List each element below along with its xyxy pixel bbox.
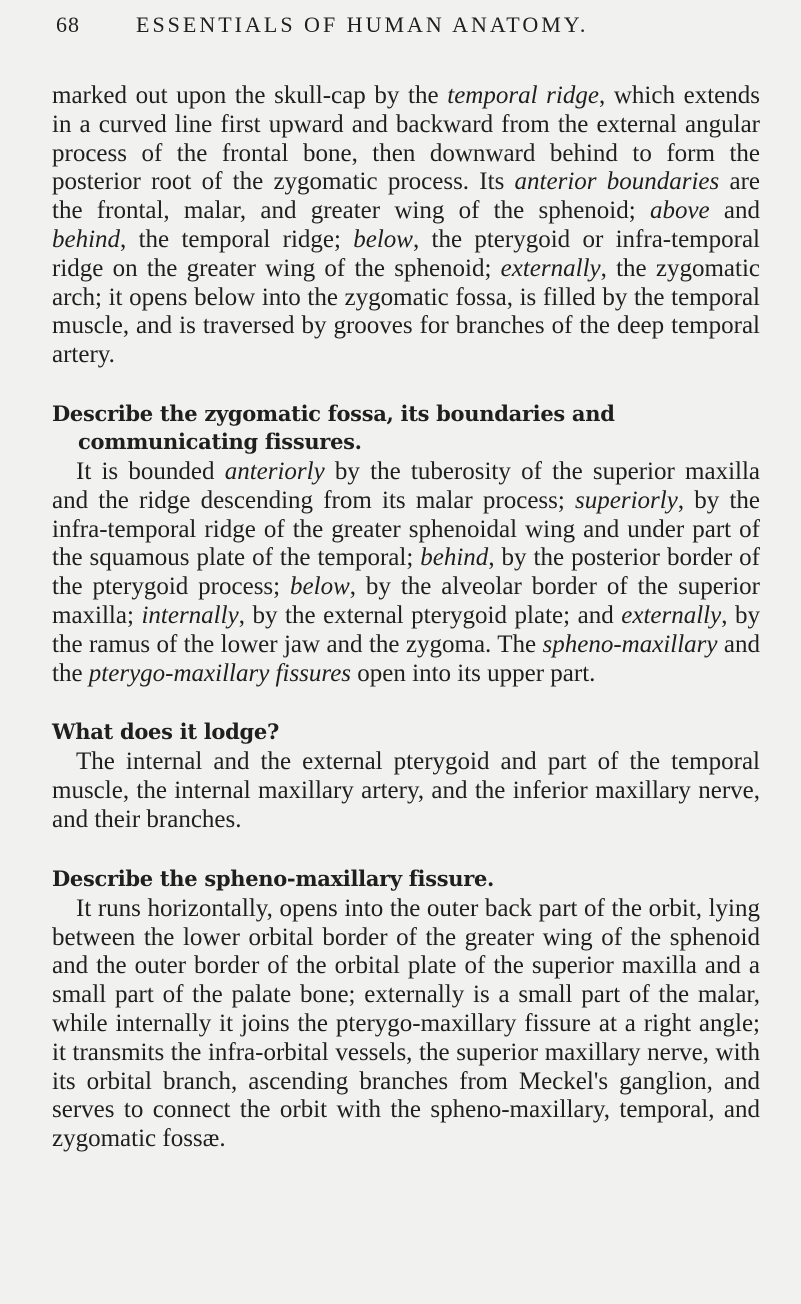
question-heading-lodge: What does it lodge?	[52, 719, 279, 745]
page-body	[52, 82, 760, 1154]
answer-paragraph-spheno-maxillary-fissure: It runs horizontally, opens into the outer back part of the orbit, lying between the lower orbital border of the greater wing of the sphenoid and the outer border of the orbital plate of the superior maxilla and a small part of the palate bone; externally is a small part of the malar, while internally it joins the pterygo-maxillary fissure at a right angle; it transmits the infra-orbital vessels, the superior maxillary nerve, with its orbital branch, ascending branches from Meckel's ganglion, and serves to connect the orbit with the spheno-maxillary, temporal, and zygomatic fossæ.	[52, 894, 760, 1153]
page-number: 68	[56, 12, 80, 37]
intro-paragraph: marked out upon the skull-cap by the temporal ridge, which extends in a curved line first upward and backward from the external angular process of the frontal bone, then downward behind to form the posterior root of the zygomatic process. Its anterior boundaries are the frontal, malar, and greater wing of the sphenoid; above and behind, the temporal ridge; below, the pterygoid or infra-temporal ridge on the greater wing of the sphenoid; externally, the zygomatic arch; it opens below into the zygomatic fossa, is filled by the temporal muscle, and is traversed by grooves for branches of the deep temporal artery.	[52, 82, 760, 369]
question-heading-zygomatic-fossa: Describe the zygomatic fossa, its boundaries and communicating fissures.	[52, 400, 615, 454]
running-head: ESSENTIALS OF HUMAN ANATOMY.	[136, 12, 589, 37]
question-heading-spheno-maxillary-fissure: Describe the spheno-maxillary fissure.	[52, 865, 495, 891]
page-header	[56, 4, 761, 38]
answer-paragraph-lodge: The internal and the external pterygoid and part of the temporal muscle, the internal maxillary artery, and the inferior maxillary nerve, and their branches.	[52, 748, 760, 833]
answer-paragraph-zygomatic-fossa: It is bounded anteriorly by the tuberosity of the superior maxilla and the ridge descending from its malar process; superiorly, by the infra-temporal ridge of the greater sphenoidal wing and under part of the squamous plate of the temporal; behind, by the posterior border of the pterygoid process; below, by the alveolar border of the superior maxilla; internally, by the external pterygoid plate; and externally, by the ramus of the lower jaw and the zygoma. The spheno-maxillary and the pterygo-maxillary fissures open into its upper part.	[52, 457, 761, 687]
